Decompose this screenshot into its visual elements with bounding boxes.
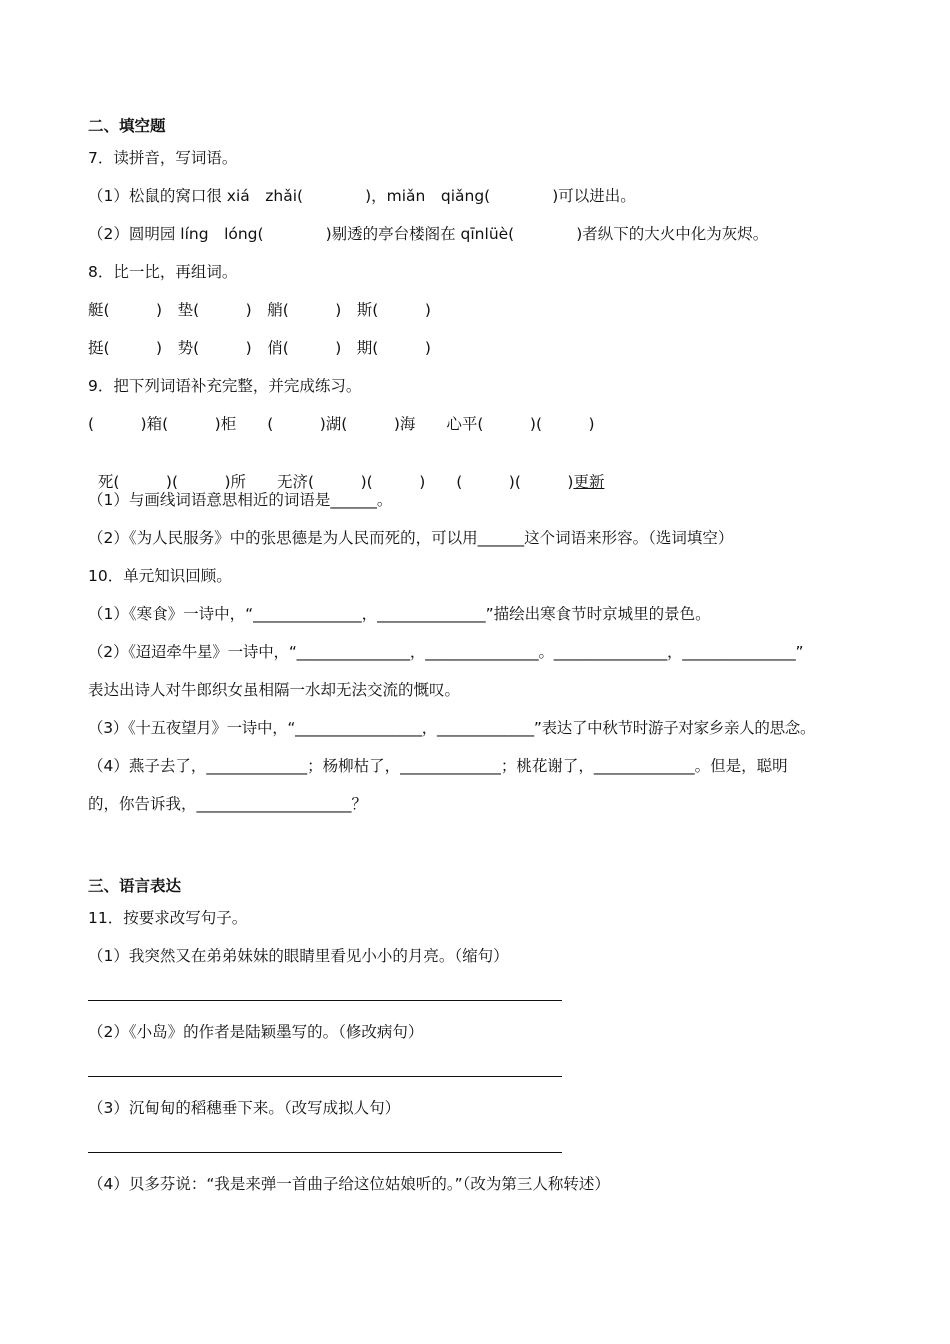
q7-stem: 7．读拼音，写词语。: [88, 149, 238, 167]
q10-part4-line1: （4）燕子去了，_____________；杨柳枯了，_____________；桃花谢了，_____________。但是，聪明: [88, 757, 788, 775]
q11-stem: 11．按要求改写句子。: [88, 909, 248, 927]
q11-part1: （1）我突然又在弟弟妹妹的眼睛里看见小小的月亮。（缩句）: [88, 947, 509, 965]
q10-part2-line1: （2）《迢迢牵牛星》一诗中，“_______________，_______________。_______________，_______________”: [88, 643, 804, 661]
q8-row1: 艇( ) 垫( ) 艄( ) 斯( ): [88, 301, 431, 319]
section-2-heading: 二、填空题: [88, 117, 166, 135]
q9-part2: （2）《为人民服务》中的张思德是为人民而死的，可以用______这个词语来形容。（选词填空）: [88, 529, 734, 547]
q11-answer-line-3[interactable]: [88, 1152, 562, 1153]
q9-row1: ( )箱( )柜 ( )湖( )海 心平( )( ): [88, 415, 595, 433]
q10-part4-line2: 的，你告诉我，____________________？: [88, 795, 368, 813]
q9-row2: [88, 452, 604, 492]
q10-part2-line2: 表达出诗人对牛郎织女虽相隔一水却无法交流的慨叹。: [88, 681, 461, 699]
q11-part3: （3）沉甸甸的稻穗垂下来。（改写成拟人句）: [88, 1099, 401, 1117]
q11-part2: （2）《小岛》的作者是陆颖墨写的。（修改病句）: [88, 1023, 424, 1041]
q11-answer-line-2[interactable]: [88, 1076, 562, 1077]
q10-stem: 10．单元知识回顾。: [88, 567, 232, 585]
q9-part1: （1）与画线词语意思相近的词语是______。: [88, 491, 393, 509]
q9-row2-text: 死( )( )所 无济( )( ) ( )( ): [97, 473, 574, 491]
q10-part3: （3）《十五夜望月》一诗中，“_________________，_____________”表达了中秋节时游子对家乡亲人的思念。: [88, 719, 816, 737]
section-3-heading: 三、语言表达: [88, 877, 182, 895]
q8-row2: 挺( ) 势( ) 俏( ) 期( ): [88, 339, 431, 357]
q9-stem: 9．把下列词语补充完整，并完成练习。: [88, 377, 362, 395]
q7-part2: （2）圆明园 líng lóng( )剔透的亭台楼阁在 qīnlüè( )者纵下的大火中化为灰烬。: [88, 225, 769, 243]
q9-underlined-word: 更新: [573, 473, 605, 491]
q8-stem: 8．比一比，再组词。: [88, 263, 238, 281]
q10-part1: （1）《寒食》一诗中，“______________，______________”描绘出寒食节时京城里的景色。: [88, 605, 711, 623]
q11-answer-line-1[interactable]: [88, 1000, 562, 1001]
q7-part1: （1）松鼠的窝口很 xiá zhǎi( )，miǎn qiǎng( )可以进出。: [88, 187, 636, 205]
q11-part4: （4）贝多芬说：“我是来弹一首曲子给这位姑娘听的。”（改为第三人称转述）: [88, 1175, 610, 1193]
